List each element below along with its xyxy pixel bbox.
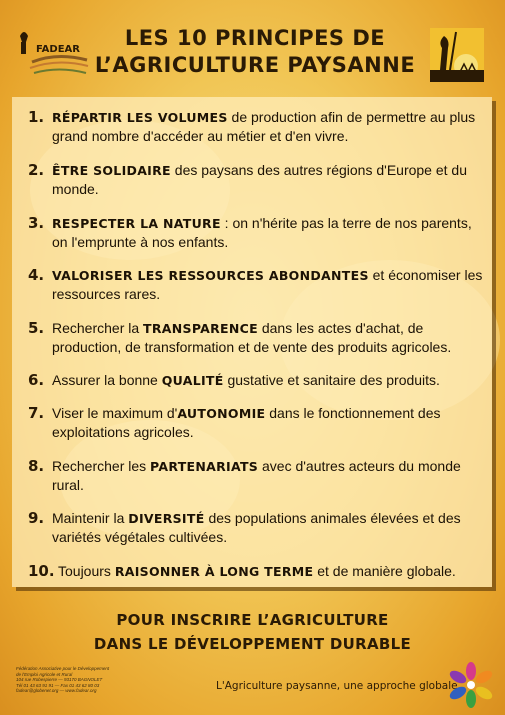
principle-item-6 [28, 371, 490, 390]
principle-post: : on n'hérite pas la terre de nos parents, on l'emprunte à nos enfants. [52, 215, 472, 250]
principle-pre: Maintenir la [52, 510, 129, 526]
principle-number: 5. [28, 319, 45, 337]
principle-number: 7. [28, 404, 45, 422]
fadear-logo [12, 18, 92, 78]
principle-keyword: RÉPARTIR LES VOLUMES [52, 110, 228, 125]
principle-item-5 [28, 319, 490, 357]
page-title-line-2: L’AGRICULTURE PAYSANNE [94, 53, 416, 77]
principle-pre: Toujours [58, 563, 115, 579]
principles-panel [12, 97, 492, 587]
principle-keyword: PARTENARIATS [150, 459, 259, 474]
principle-item-1 [28, 108, 490, 146]
principle-post: et économiser les ressources rares. [52, 267, 483, 302]
principle-post: avec d'autres acteurs du monde rural. [52, 458, 461, 493]
principle-keyword: RESPECTER LA NATURE [52, 216, 221, 231]
principle-item-9 [28, 509, 490, 547]
principle-text [52, 371, 490, 390]
sun-farmer-icon [430, 28, 484, 82]
page-title-line-1: LES 10 PRINCIPES DE [124, 26, 386, 50]
principle-item-8 [28, 457, 490, 495]
principle-text [52, 266, 490, 304]
principle-post: et de manière globale. [313, 563, 456, 579]
principle-keyword: QUALITÉ [161, 373, 224, 388]
principle-keyword: TRANSPARENCE [143, 321, 258, 336]
principle-text [52, 214, 490, 252]
principle-keyword: VALORISER LES RESSOURCES ABONDANTES [52, 268, 369, 283]
principle-number: 8. [28, 457, 45, 475]
principle-post: dans le fonctionnement des exploitations agricoles. [52, 405, 441, 440]
principle-number: 2. [28, 161, 45, 179]
fadear-logo-graphic [12, 18, 92, 78]
footer-headline-line-2: DANS LE DÉVELOPPEMENT DURABLE [93, 635, 412, 653]
principle-number: 3. [28, 214, 45, 232]
principle-post: des populations animales élevées et des variétés végétales cultivées. [52, 510, 461, 545]
principle-number: 1. [28, 108, 45, 126]
principle-post: dans les actes d'achat, de production, de transformation et de vente des produits agricoles. [52, 320, 452, 355]
org-line: Tél 01 43 63 91 91 — Fax 01 43 62 80 03 [16, 682, 100, 688]
principle-keyword: ÊTRE SOLIDAIRE [52, 163, 171, 178]
principle-number: 6. [28, 371, 45, 389]
org-line: fadear@globenet.org — www.fadear.org [16, 688, 97, 694]
principle-text [58, 562, 490, 581]
principle-text [52, 161, 490, 199]
org-line: 104 rue Robespierre — 93170 BAGNOLET [16, 677, 103, 683]
principle-number: 10. [28, 562, 55, 580]
principle-post: de production afin de permettre au plus grand nombre d'accéder au métier et d'en vivre. [52, 109, 476, 144]
principle-keyword: DIVERSITÉ [128, 511, 205, 526]
principle-text [52, 108, 490, 146]
principle-keyword: RAISONNER À LONG TERME [114, 564, 314, 579]
principle-text [52, 404, 490, 442]
footer-headline-line-1: POUR INSCRIRE L’AGRICULTURE [116, 611, 389, 629]
principle-number: 9. [28, 509, 45, 527]
fadear-logo-text: FADEAR [36, 44, 80, 55]
principle-pre: Rechercher la [52, 320, 144, 336]
principle-pre: Rechercher les [52, 458, 151, 474]
principle-text [52, 509, 490, 547]
flower-logo [446, 662, 496, 708]
principle-item-7 [28, 404, 490, 442]
organisation-address [16, 666, 136, 694]
principle-pre: Assurer la bonne [52, 372, 162, 388]
principle-post: gustative et sanitaire des produits. [223, 372, 440, 388]
org-line: Fédération Associative pour le Développement [16, 666, 110, 671]
principle-post: des paysans des autres régions d'Europe et du monde. [52, 162, 467, 197]
principle-item-10 [28, 562, 490, 581]
principle-text [52, 457, 490, 495]
principle-text [52, 319, 490, 357]
tagline: L'Agriculture paysanne, une approche globale [216, 680, 458, 692]
principle-pre: Viser le maximum d' [52, 405, 178, 421]
sun-farmer-logo [430, 28, 484, 82]
principle-number: 4. [28, 266, 45, 284]
principle-item-4 [28, 266, 490, 304]
principle-item-2 [28, 161, 490, 199]
org-line: de l'Emploi Agricole et Rural [16, 671, 73, 677]
principle-item-3 [28, 214, 490, 252]
principle-keyword: AUTONOMIE [177, 406, 266, 421]
flower-icon [446, 662, 496, 708]
